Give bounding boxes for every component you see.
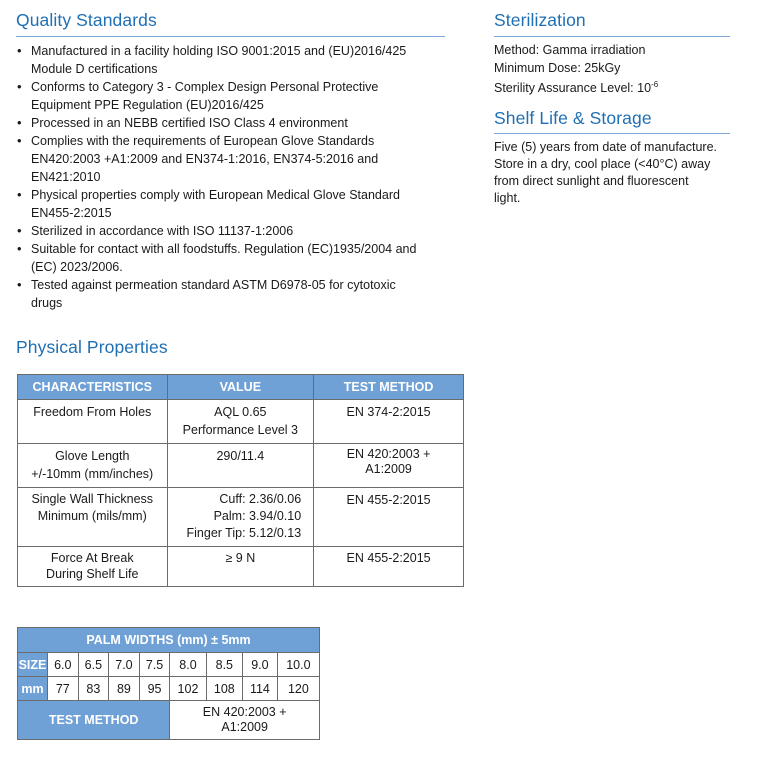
sterilization-details	[494, 41, 658, 97]
sterilization-assurance	[494, 79, 658, 97]
characteristic-cell-line: Glove Length	[55, 449, 130, 463]
quality-standards-rule	[16, 36, 445, 37]
palm-widths-title: PALM WIDTHS (mm) ± 5mm	[18, 628, 320, 653]
quality-standard-line: • Suitable for contact with all foodstuffs. Regulation (EC)1935/2004 and	[31, 242, 417, 256]
test-method-cell-line: A1:2009	[365, 462, 412, 476]
test-method-cell	[314, 488, 464, 547]
palm-mm-cell: 102	[170, 677, 206, 701]
characteristic-cell	[18, 488, 168, 547]
test-method-cell	[314, 400, 464, 444]
quality-standards-list	[16, 42, 446, 312]
quality-standard-item	[16, 78, 446, 114]
palm-size-cell: 6.0	[48, 653, 79, 677]
test-method-cell-line: EN 455-2:2015	[346, 493, 431, 507]
physical-row	[18, 444, 464, 488]
quality-standard-item	[16, 186, 446, 222]
physical-properties-table	[17, 374, 464, 587]
quality-standard-line: • Physical properties comply with European Medical Glove Standard	[31, 188, 400, 202]
palm-size-cell: 9.0	[243, 653, 278, 677]
palm-title-row	[18, 628, 320, 653]
palm-size-cell: 6.5	[78, 653, 109, 677]
characteristic-cell-line: Single Wall Thickness	[31, 492, 154, 506]
palm-mm-cell: 95	[139, 677, 170, 701]
value-cell-line: Performance Level 3	[182, 423, 298, 437]
palm-mm-cell: 114	[243, 677, 278, 701]
palm-size-cell: 7.0	[109, 653, 140, 677]
quality-standard-item	[16, 240, 446, 276]
sterilization-rule	[494, 36, 730, 37]
shelf-life-line: Store in a dry, cool place (<40°C) away	[494, 157, 711, 171]
palm-mm-cell: 77	[48, 677, 79, 701]
quality-standard-line: EN455-2:2015	[31, 206, 112, 220]
sterilization-dose: Minimum Dose: 25kGy	[494, 61, 621, 75]
quality-standard-line: drugs	[31, 296, 63, 310]
quality-standard-line: • Tested against permeation standard ASTM D6978-05 for cytotoxic	[31, 278, 396, 292]
palm-size-cell: 8.0	[170, 653, 206, 677]
shelf-life-line: Five (5) years from date of manufacture.	[494, 140, 718, 154]
test-method-cell	[314, 547, 464, 587]
physical-header-row	[18, 375, 464, 400]
quality-standard-item	[16, 276, 446, 312]
value-cell-line: 290/11.4	[216, 449, 265, 463]
value-cell-line: Finger Tip: 5.12/0.13	[186, 526, 302, 540]
shelf-life-text	[494, 139, 717, 207]
value-cell-line: Cuff: 2.36/0.06	[219, 492, 302, 506]
mm-label: mm	[18, 677, 48, 701]
characteristic-cell	[18, 400, 168, 444]
characteristic-cell-line: Freedom From Holes	[33, 405, 152, 419]
value-cell-line: ≥ 9 N	[225, 551, 256, 565]
characteristic-cell	[18, 547, 168, 587]
palm-size-cell: 7.5	[139, 653, 170, 677]
palm-test-method-line: EN 420:2003 +	[202, 705, 287, 719]
value-cell-line: Palm: 3.94/0.10	[213, 509, 302, 523]
sterilization-assurance-text: Sterility Assurance Level: 10	[494, 81, 652, 95]
value-cell	[167, 488, 314, 547]
palm-test-row	[18, 701, 320, 740]
quality-standard-item	[16, 114, 446, 132]
shelf-life-line: from direct sunlight and fluorescent	[494, 174, 689, 188]
test-method-cell-line: EN 374-2:2015	[346, 405, 431, 419]
test-method-cell-line: EN 420:2003 +	[346, 447, 431, 461]
palm-size-cell: 8.5	[206, 653, 242, 677]
physical-row	[18, 400, 464, 444]
palm-mm-cell: 108	[206, 677, 242, 701]
quality-standard-line: • Processed in an NEBB certified ISO Class 4 environment	[31, 116, 348, 130]
palm-mm-cell: 83	[78, 677, 109, 701]
palm-test-method-line: A1:2009	[221, 720, 268, 734]
value-cell	[167, 547, 314, 587]
value-header: VALUE	[167, 375, 314, 400]
quality-standard-line: EN420:2003 +A1:2009 and EN374-1:2016, EN374-5:2016 and	[31, 152, 379, 166]
size-label: SIZE	[18, 653, 48, 677]
palm-size-row	[18, 653, 320, 677]
quality-standard-line: • Manufactured in a facility holding ISO 9001:2015 and (EU)2016/425	[31, 44, 407, 58]
characteristic-cell	[18, 444, 168, 488]
quality-standards-heading: Quality Standards	[16, 10, 157, 30]
characteristic-cell-line: During Shelf Life	[46, 567, 139, 581]
palm-size-cell: 10.0	[277, 653, 319, 677]
palm-test-method-value	[170, 701, 320, 740]
palm-widths-table	[17, 627, 320, 740]
physical-row	[18, 547, 464, 587]
value-cell	[167, 444, 314, 488]
test-method-cell	[314, 444, 464, 488]
quality-standard-line: • Sterilized in accordance with ISO 11137-1:2006	[31, 224, 294, 238]
quality-standard-item	[16, 222, 446, 240]
test-method-cell-line: EN 455-2:2015	[346, 551, 431, 565]
value-cell-line: AQL 0.65	[214, 405, 267, 419]
quality-standard-item	[16, 42, 446, 78]
shelf-life-rule	[494, 133, 730, 134]
quality-standard-line: • Complies with the requirements of European Glove Standards	[31, 134, 375, 148]
characteristic-cell-line: Force At Break	[50, 551, 134, 565]
sterilization-assurance-exponent: -6	[651, 80, 659, 89]
quality-standard-line: EN421:2010	[31, 170, 101, 184]
palm-test-method-label: TEST METHOD	[18, 701, 170, 740]
shelf-life-line: light.	[494, 191, 521, 205]
characteristics-header: CHARACTERISTICS	[18, 375, 168, 400]
quality-standard-line: Equipment PPE Regulation (EU)2016/425	[31, 98, 264, 112]
palm-mm-cell: 120	[277, 677, 319, 701]
shelf-life-heading: Shelf Life & Storage	[494, 108, 652, 128]
quality-standard-item	[16, 132, 446, 186]
quality-standard-line: (EC) 2023/2006.	[31, 260, 123, 274]
physical-properties-heading: Physical Properties	[16, 337, 168, 357]
test-method-header: TEST METHOD	[314, 375, 464, 400]
palm-mm-row	[18, 677, 320, 701]
characteristic-cell-line: Minimum (mils/mm)	[37, 509, 147, 523]
palm-mm-cell: 89	[109, 677, 140, 701]
value-cell	[167, 400, 314, 444]
sterilization-heading: Sterilization	[494, 10, 586, 30]
quality-standard-line: • Conforms to Category 3 - Complex Design Personal Protective	[31, 80, 379, 94]
quality-standard-line: Module D certifications	[31, 62, 158, 76]
physical-row	[18, 488, 464, 547]
sterilization-method: Method: Gamma irradiation	[494, 43, 646, 57]
characteristic-cell-line: +/-10mm (mm/inches)	[31, 467, 154, 481]
